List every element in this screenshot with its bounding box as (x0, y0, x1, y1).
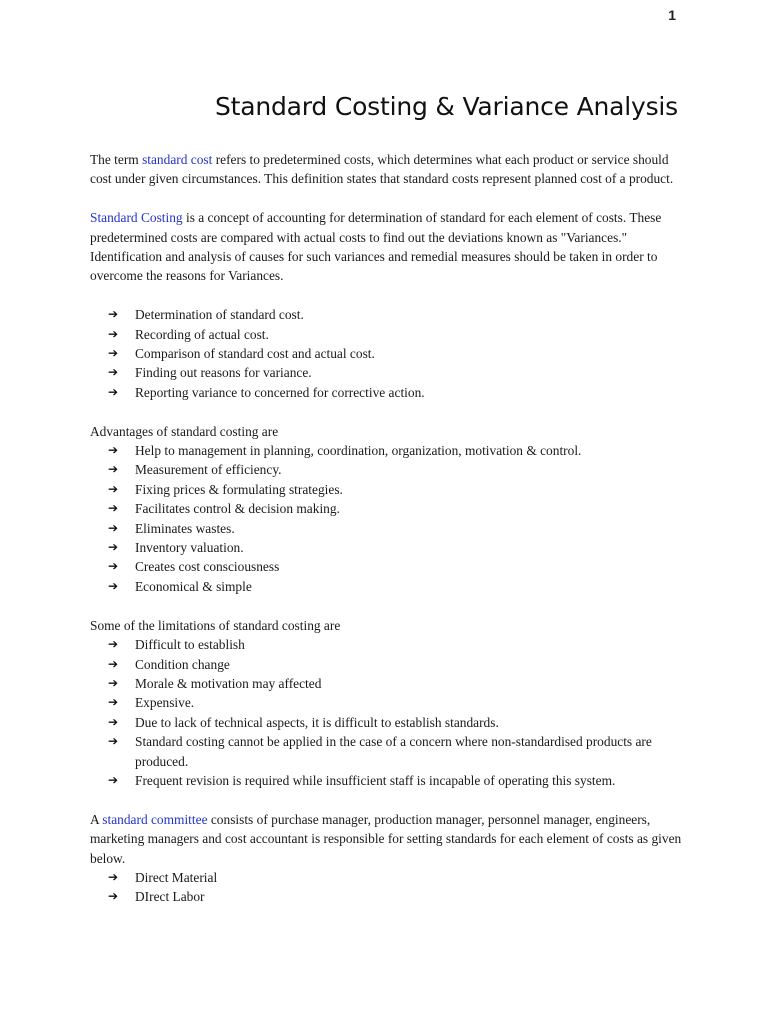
list-item (108, 887, 690, 906)
list-item (108, 674, 690, 693)
list-item-text: Finding out reasons for variance. (135, 365, 312, 381)
right-arrow-icon: ➔ (108, 365, 119, 380)
right-arrow-icon: ➔ (108, 675, 119, 690)
list-item (108, 635, 690, 654)
list-item (108, 868, 690, 887)
list-item (108, 305, 690, 324)
right-arrow-icon: ➔ (108, 384, 119, 399)
list-item (108, 499, 690, 518)
right-arrow-icon: ➔ (108, 695, 119, 710)
right-arrow-icon: ➔ (108, 734, 119, 749)
right-arrow-icon: ➔ (108, 714, 119, 729)
limitations-list (90, 635, 690, 790)
cost-elements-list (90, 868, 690, 907)
list-item (108, 480, 690, 499)
list-item (108, 519, 690, 538)
document-title: Standard Costing & Variance Analysis (214, 92, 678, 121)
list-item (108, 441, 690, 460)
document-body (90, 150, 690, 926)
committee-paragraph (90, 810, 690, 868)
right-arrow-icon: ➔ (108, 772, 119, 787)
list-item-text: Determination of standard cost. (135, 307, 304, 323)
right-arrow-icon: ➔ (108, 307, 119, 322)
list-item-text: Help to management in planning, coordination, organization, motivation & control. (135, 443, 582, 459)
standard-cost-link[interactable]: standard cost (142, 152, 213, 167)
page-number: 1 (668, 7, 676, 23)
right-arrow-icon: ➔ (108, 540, 119, 555)
right-arrow-icon: ➔ (108, 637, 119, 652)
list-item (108, 557, 690, 576)
list-item-text: DIrect Labor (135, 889, 205, 905)
list-item (108, 577, 690, 596)
right-arrow-icon: ➔ (108, 443, 119, 458)
committee-post: consists of purchase manager, production manager, personnel manager, engineers, marketing managers and cost accountant is responsible for setting standards for each element of costs as given below. (90, 811, 682, 866)
right-arrow-icon: ➔ (108, 656, 119, 671)
right-arrow-icon: ➔ (108, 501, 119, 516)
advantages-heading: Advantages of standard costing are (90, 423, 279, 439)
list-item-text: Morale & motivation may affected (135, 675, 322, 691)
right-arrow-icon: ➔ (108, 869, 119, 884)
list-item-text: Recording of actual cost. (135, 326, 269, 342)
right-arrow-icon: ➔ (108, 578, 119, 593)
steps-list (90, 305, 690, 402)
list-item (108, 538, 690, 557)
list-item (108, 363, 690, 382)
right-arrow-icon: ➔ (108, 889, 119, 904)
right-arrow-icon: ➔ (108, 326, 119, 341)
list-item-text: Direct Material (135, 869, 218, 885)
right-arrow-icon: ➔ (108, 559, 119, 574)
list-item (108, 460, 690, 479)
para2-post: is a concept of accounting for determination of standard for each element of costs. These predetermined costs are compared with actual costs to find out the deviations known as "Variances." Identification and analysis of causes for such variances and remedial measures should be taken in order to overcome the reasons for Variances. (90, 210, 662, 284)
list-item-text: Comparison of standard cost and actual cost. (135, 346, 375, 362)
list-item (108, 771, 690, 790)
right-arrow-icon: ➔ (108, 481, 119, 496)
para1-post: refers to predetermined costs, which determines what each product or service should cost under given circumstances. This definition states that standard costs represent planned cost of a product. (90, 152, 674, 187)
list-item-text: Measurement of efficiency. (135, 462, 282, 478)
list-item-text: Due to lack of technical aspects, it is difficult to establish standards. (135, 714, 499, 730)
list-item-text: Economical & simple (135, 578, 252, 594)
list-item-text: Reporting variance to concerned for corrective action. (135, 384, 425, 400)
right-arrow-icon: ➔ (108, 462, 119, 477)
list-item-text: Expensive. (135, 695, 195, 711)
list-item-text: Facilitates control & decision making. (135, 501, 340, 517)
list-item-text: Creates cost consciousness (135, 559, 280, 575)
list-item (108, 655, 690, 674)
advantages-list (90, 441, 690, 596)
standard-committee-link[interactable]: standard committee (102, 811, 208, 827)
standard-costing-link[interactable]: Standard Costing (90, 210, 183, 226)
right-arrow-icon: ➔ (108, 520, 119, 535)
limitations-heading: Some of the limitations of standard costing are (90, 617, 341, 633)
list-item (108, 383, 690, 402)
list-item-text: Eliminates wastes. (135, 520, 235, 536)
list-item (108, 713, 690, 732)
list-item (108, 732, 690, 771)
intro-paragraph (90, 150, 690, 189)
standard-costing-paragraph (90, 208, 690, 286)
list-item-text: Inventory valuation. (135, 540, 244, 556)
list-item-text: Difficult to establish (135, 637, 245, 653)
list-item-text: Frequent revision is required while insufficient staff is incapable of operating this system. (135, 772, 616, 788)
list-item (108, 344, 690, 363)
list-item-text: Condition change (135, 656, 230, 672)
list-item (108, 325, 690, 344)
committee-pre: A (90, 811, 103, 827)
para1-pre: The term (90, 152, 143, 167)
list-item-text: Standard costing cannot be applied in the case of a concern where non-standardised products are produced. (135, 734, 652, 769)
list-item-text: Fixing prices & formulating strategies. (135, 481, 343, 497)
list-item (108, 693, 690, 712)
right-arrow-icon: ➔ (108, 346, 119, 361)
